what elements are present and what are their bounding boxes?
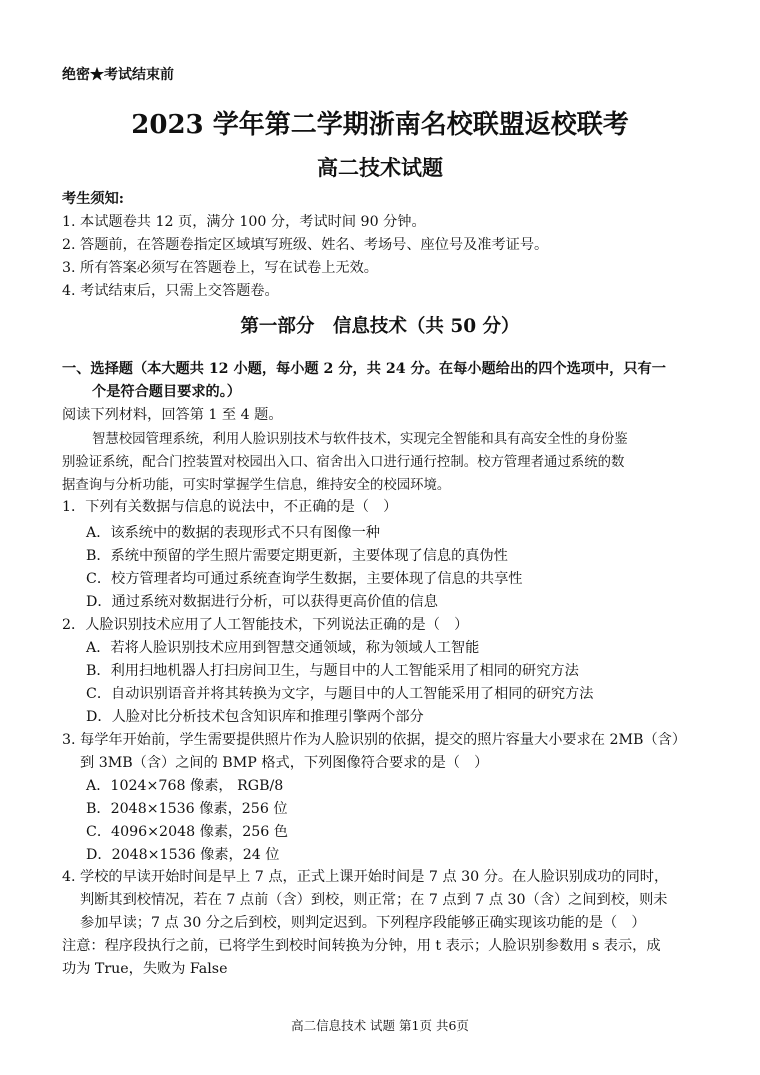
passage-line: 智慧校园管理系统，利用人脸识别技术与软件技术，实现完全智能和具有高安全性的身份鉴 bbox=[92, 432, 628, 447]
question-1-option: B．系统中预留的学生照片需要定期更新，主要体现了信息的真伪性 bbox=[86, 548, 508, 564]
question-3-option: C．4096×2048 像素，256 色 bbox=[86, 824, 288, 840]
question-4-note: 注意：程序段执行之前，已将学生到校时间转换为分钟，用 t 表示；人脸识别参数用 s 表示，成 bbox=[62, 938, 661, 954]
section-heading: 一、选择题（本大题共 12 小题，每小题 2 分，共 24 分。在每小题给出的四个选项中，只有一 bbox=[62, 361, 666, 377]
exam-subtitle: 高二技术试题 bbox=[317, 155, 443, 180]
question-3-option: B．2048×1536 像素，256 位 bbox=[86, 801, 288, 817]
notice-item: 4. 考试结束后，只需上交答题卷。 bbox=[62, 283, 279, 299]
passage-line: 据查询与分析功能，可实时掌握学生信息，维持安全的校园环境。 bbox=[62, 478, 451, 493]
question-1-option: D．通过系统对数据进行分析，可以获得更高价值的信息 bbox=[86, 594, 438, 610]
question-4-stem: 4. 学校的早读开始时间是早上 7 点，正式上课开始时间是 7 点 30 分。在人脸识别成功的同时， bbox=[62, 869, 669, 885]
question-2-option: C．自动识别语音并将其转换为文字，与题目中的人工智能采用了相同的研究方法 bbox=[86, 686, 594, 702]
notice-heading: 考生须知: bbox=[62, 191, 124, 207]
question-2-option: A．若将人脸识别技术应用到智慧交通领域，称为领域人工智能 bbox=[86, 640, 480, 656]
section-heading-cont: 个是符合题目要求的。） bbox=[92, 384, 241, 400]
confidential-label: 绝密★考试结束前 bbox=[62, 67, 174, 83]
question-3-stem: 3. 每学年开始前，学生需要提供照片作为人脸识别的依据，提交的照片容量大小要求在 2MB（含） bbox=[62, 732, 687, 748]
question-4-stem-cont: 参加早读；7 点 30 分之后到校，则判定迟到。下列程序段能够正确实现该功能的是（ ） bbox=[80, 915, 646, 931]
question-4-note-cont: 功为 True，失败为 False bbox=[62, 961, 228, 977]
question-3-stem-cont: 到 3MB（含）之间的 BMP 格式，下列图像符合要求的是（ ） bbox=[80, 755, 489, 771]
notice-item: 2. 答题前，在答题卷指定区域填写班级、姓名、考场号、座位号及准考证号。 bbox=[62, 237, 549, 253]
reading-intro: 阅读下列材料，回答第 1 至 4 题。 bbox=[62, 407, 283, 423]
question-3-option: A．1024×768 像素， RGB/8 bbox=[86, 778, 284, 794]
question-2-option: B．利用扫地机器人打扫房间卫生，与题目中的人工智能采用了相同的研究方法 bbox=[86, 663, 579, 679]
question-1-stem: 1．下列有关数据与信息的说法中，不正确的是（ ） bbox=[62, 499, 398, 515]
question-1-option: A．该系统中的数据的表现形式不只有图像一种 bbox=[86, 525, 380, 541]
question-4-stem-cont: 判断其到校情况，若在 7 点前（含）到校，则正常；在 7 点到 7 点 30（含）之间到校，则未 bbox=[80, 892, 668, 908]
passage-line: 别验证系统，配合门控装置对校园出入口、宿舍出入口进行通行控制。校方管理者通过系统的数 bbox=[62, 455, 625, 470]
question-2-stem: 2．人脸识别技术应用了人工智能技术，下列说法正确的是（ ） bbox=[62, 617, 469, 633]
notice-item: 1. 本试题卷共 12 页，满分 100 分，考试时间 90 分钟。 bbox=[62, 214, 426, 230]
question-1-option: C．校方管理者均可通过系统查询学生数据，主要体现了信息的共享性 bbox=[86, 571, 523, 587]
page-footer: 高二信息技术 试题 第1页 共6页 bbox=[291, 1018, 469, 1033]
exam-title: 2023 学年第二学期浙南名校联盟返校联考 bbox=[131, 110, 629, 140]
question-3-option: D．2048×1536 像素，24 位 bbox=[86, 847, 280, 863]
question-2-option: D．人脸对比分析技术包含知识库和推理引擎两个部分 bbox=[86, 709, 424, 725]
part-title: 第一部分 信息技术（共 50 分） bbox=[240, 316, 520, 337]
notice-item: 3. 所有答案必须写在答题卷上，写在试卷上无效。 bbox=[62, 260, 378, 276]
